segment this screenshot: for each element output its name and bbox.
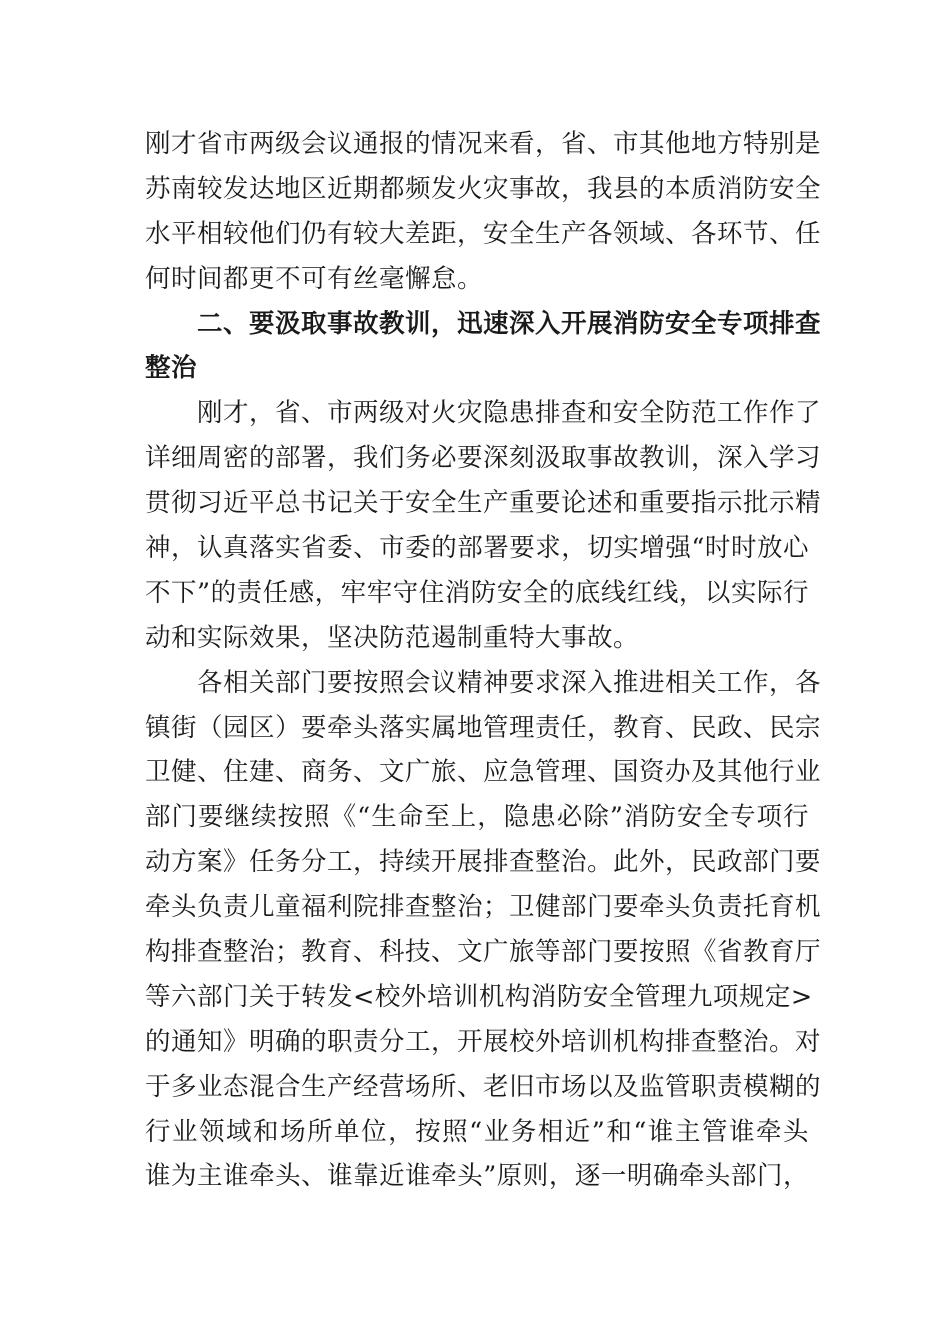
text-line: 何时间都更不可有丝毫懈怠。 — [145, 263, 484, 294]
text-line: 等六部门关于转发<校外培训机构消防安全管理九项规定> — [145, 981, 813, 1012]
section-heading — [145, 302, 822, 392]
text-line: 构排查整治；教育、科技、文广旅等部门要按照《省教育厅 — [145, 937, 822, 968]
paragraph — [145, 391, 822, 660]
paragraph — [145, 122, 822, 302]
text-line: 苏南较发达地区近期都频发火灾事故，我县的本质消防安全 — [145, 173, 822, 204]
document-page — [145, 122, 822, 1199]
text-line: 动和实际效果，坚决防范遏制重特大事故。 — [145, 622, 640, 653]
heading-line: 二、要汲取事故教训，迅速深入开展消防安全专项排查 — [197, 308, 822, 339]
text-line: 神，认真落实省委、市委的部署要求，切实增强“时时放心 — [145, 533, 809, 564]
text-line: 谁为主谁牵头、谁靠近谁牵头”原则，逐一明确牵头部门， — [145, 1161, 809, 1192]
text-line: 镇街（园区）要牵头落实属地管理责任，教育、民政、民宗 — [145, 712, 822, 743]
text-line: 部门要继续按照《“生命至上，隐患必除”消防安全专项行 — [145, 802, 809, 833]
text-line: 卫健、住建、商务、文广旅、应急管理、国资办及其他行业 — [145, 757, 822, 788]
text-line: 贯彻习近平总书记关于安全生产重要论述和重要指示批示精 — [145, 488, 822, 519]
heading-line: 整治 — [145, 353, 198, 384]
paragraph — [145, 661, 822, 1200]
text-line: 动方案》任务分工，持续开展排查整治。此外，民政部门要 — [145, 847, 822, 878]
text-line: 刚才，省、市两级对火灾隐患排查和安全防范工作作了 — [197, 398, 822, 429]
text-line: 于多业态混合生产经营场所、老旧市场以及监管职责模糊的 — [145, 1071, 822, 1102]
text-line: 牵头负责儿童福利院排查整治；卫健部门要牵头负责托育机 — [145, 892, 822, 923]
text-line: 水平相较他们仍有较大差距，安全生产各领域、各环节、任 — [145, 218, 822, 249]
text-line: 刚才省市两级会议通报的情况来看，省、市其他地方特别是 — [145, 129, 822, 159]
text-line: 的通知》明确的职责分工，开展校外培训机构排查整治。对 — [145, 1026, 822, 1057]
text-line: 各相关部门要按照会议精神要求深入推进相关工作，各 — [197, 667, 822, 698]
text-line: 行业领域和场所单位，按照“业务相近”和“谁主管谁牵头 — [145, 1116, 809, 1147]
text-line: 不下”的责任感，牢牢守住消防安全的底线红线，以实际行 — [145, 577, 809, 608]
text-line: 详细周密的部署，我们务必要深刻汲取事故教训，深入学习 — [145, 443, 822, 474]
